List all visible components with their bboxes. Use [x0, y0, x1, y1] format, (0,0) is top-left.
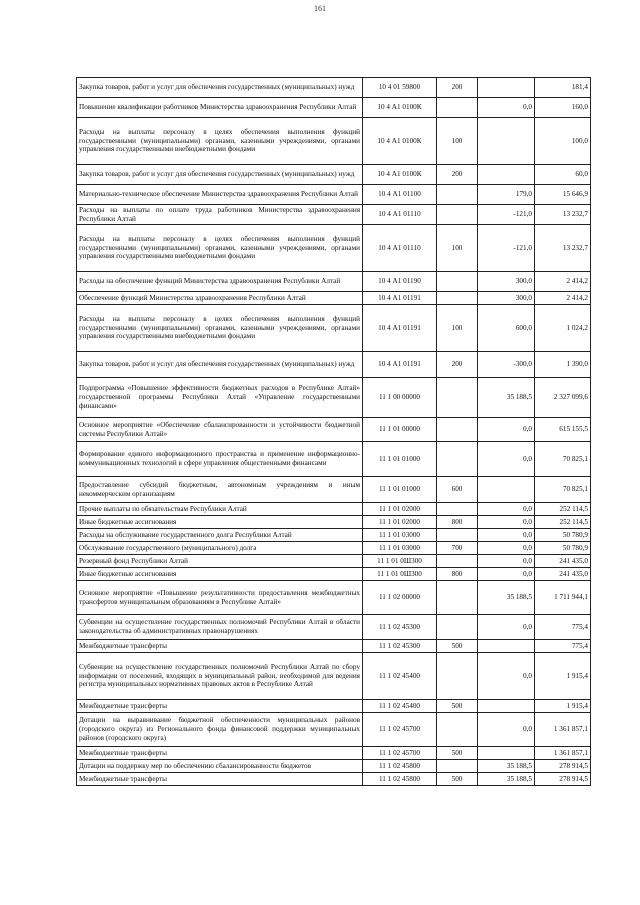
row-expense-type: 500	[437, 747, 478, 760]
row-change-amount: 0,0	[478, 418, 535, 442]
row-total-amount: 1 361 857,1	[535, 747, 591, 760]
row-code: 10 4 01 59800	[363, 78, 437, 98]
row-name: Основное мероприятие «Обеспечение сбалансированности и устойчивости бюджетной системы Республики Алтай»	[77, 418, 363, 442]
row-expense-type: 200	[437, 165, 478, 185]
row-total-amount: 181,4	[535, 78, 591, 98]
row-expense-type	[437, 581, 478, 615]
row-name: Обеспечение функций Министерства здравоохранения Республики Алтай	[77, 292, 363, 305]
table-row	[77, 516, 591, 529]
row-total-amount: 70 825,1	[535, 477, 591, 503]
row-code: 11 1 02 45300	[363, 640, 437, 653]
table-row	[77, 640, 591, 653]
row-code: 11 1 02 45300	[363, 615, 437, 640]
row-code: 11 1 02 45700	[363, 747, 437, 760]
row-expense-type	[437, 185, 478, 205]
row-code: 10 4 А1 01110	[363, 205, 437, 225]
row-name: Прочие выплаты по обязательствам Республики Алтай	[77, 503, 363, 516]
row-expense-type: 800	[437, 568, 478, 581]
row-name: Формирование единого информационного пространства и применение информационно-коммуникационных технологий в сфере управления общественными финансами	[77, 442, 363, 477]
row-change-amount	[478, 477, 535, 503]
row-total-amount: 615 155,5	[535, 418, 591, 442]
row-total-amount: 278 914,5	[535, 760, 591, 773]
row-name: Межбюджетные трансферты	[77, 640, 363, 653]
row-name: Расходы на выплаты персоналу в целях обеспечения выполнения функций государственными (муниципальными) органами, казенными учреждениями, органами управления государственными внебюджетными фондами	[77, 225, 363, 272]
row-change-amount: 35 188,5	[478, 378, 535, 418]
row-code: 10 4 А1 01190	[363, 272, 437, 292]
table-row	[77, 653, 591, 700]
row-total-amount: 13 232,7	[535, 205, 591, 225]
row-expense-type: 600	[437, 477, 478, 503]
row-change-amount: -121,0	[478, 205, 535, 225]
row-code: 10 4 А1 0100К	[363, 165, 437, 185]
row-total-amount: 775,4	[535, 615, 591, 640]
row-code: 11 1 02 45800	[363, 760, 437, 773]
row-expense-type	[437, 205, 478, 225]
table-row	[77, 78, 591, 98]
row-expense-type: 200	[437, 78, 478, 98]
budget-table	[76, 77, 591, 786]
row-name: Резервный фонд Республики Алтай	[77, 555, 363, 568]
row-total-amount: 2 414,2	[535, 272, 591, 292]
row-change-amount	[478, 78, 535, 98]
row-code: 10 4 А1 01110	[363, 225, 437, 272]
row-change-amount: 0,0	[478, 516, 535, 529]
row-expense-type	[437, 555, 478, 568]
row-code: 11 1 01 03000	[363, 542, 437, 555]
row-change-amount	[478, 165, 535, 185]
row-name: Закупка товаров, работ и услуг для обеспечения государственных (муниципальных) нужд	[77, 165, 363, 185]
table-row	[77, 713, 591, 747]
row-change-amount: 0,0	[478, 615, 535, 640]
row-change-amount: 0,0	[478, 542, 535, 555]
row-total-amount: 775,4	[535, 640, 591, 653]
table-row	[77, 352, 591, 378]
row-code: 11 1 01 00000	[363, 418, 437, 442]
table-row	[77, 185, 591, 205]
row-change-amount: 0,0	[478, 503, 535, 516]
row-name: Межбюджетные трансферты	[77, 700, 363, 713]
table-row	[77, 503, 591, 516]
row-total-amount: 252 114,5	[535, 503, 591, 516]
row-expense-type: 500	[437, 773, 478, 786]
row-name: Основное мероприятие «Повышение результативности предоставления межбюджетных трансфертов муниципальным образованиям в Республике Алтай»	[77, 581, 363, 615]
row-change-amount: 0,0	[478, 713, 535, 747]
row-code: 10 4 А1 01191	[363, 292, 437, 305]
row-code: 10 4 А1 01100	[363, 185, 437, 205]
row-change-amount: 179,0	[478, 185, 535, 205]
row-total-amount: 2 327 099,6	[535, 378, 591, 418]
table-row	[77, 760, 591, 773]
row-name: Закупка товаров, работ и услуг для обеспечения государственных (муниципальных) нужд	[77, 352, 363, 378]
row-change-amount: 300,0	[478, 272, 535, 292]
row-total-amount: 278 914,5	[535, 773, 591, 786]
row-change-amount: 300,0	[478, 292, 535, 305]
row-expense-type	[437, 653, 478, 700]
row-name: Субвенции на осуществление государственных полномочий Республики Алтай в области законодательства об административных правонарушениях	[77, 615, 363, 640]
table-row	[77, 442, 591, 477]
row-total-amount: 1 915,4	[535, 653, 591, 700]
row-expense-type	[437, 442, 478, 477]
row-name: Расходы на выплаты персоналу в целях обеспечения выполнения функций государственными (муниципальными) органами, казенными учреждениями, органами управления государственными внебюджетными фондами	[77, 305, 363, 352]
row-name: Предоставление субсидий бюджетным, автономным учреждениям и иным некоммерческим организациям	[77, 477, 363, 503]
row-code: 10 4 А1 01191	[363, 352, 437, 378]
row-expense-type	[437, 98, 478, 118]
row-expense-type: 100	[437, 225, 478, 272]
row-expense-type	[437, 418, 478, 442]
row-change-amount: 0,0	[478, 529, 535, 542]
row-name: Межбюджетные трансферты	[77, 747, 363, 760]
row-change-amount: 600,0	[478, 305, 535, 352]
row-name: Расходы на выплаты по оплате труда работников Министерства здравоохранения Республики Алтай	[77, 205, 363, 225]
row-total-amount: 2 414,2	[535, 292, 591, 305]
table-row	[77, 477, 591, 503]
row-name: Дотации на поддержку мер по обеспечению сбалансированности бюджетов	[77, 760, 363, 773]
row-code: 10 4 А1 0100К	[363, 118, 437, 165]
table-row	[77, 773, 591, 786]
row-name: Подпрограмма «Повышение эффективности бюджетных расходов в Республике Алтай» государственной программы Республики Алтай «Управление государственными финансами»	[77, 378, 363, 418]
row-expense-type: 700	[437, 542, 478, 555]
row-expense-type: 500	[437, 700, 478, 713]
table-row	[77, 118, 591, 165]
row-change-amount: 0,0	[478, 653, 535, 700]
row-total-amount: 15 646,9	[535, 185, 591, 205]
row-code: 11 1 02 45700	[363, 713, 437, 747]
row-code: 11 1 02 45400	[363, 653, 437, 700]
row-name: Обслуживание государственного (муниципального) долга	[77, 542, 363, 555]
row-code: 11 1 01 02000	[363, 516, 437, 529]
table-row	[77, 98, 591, 118]
row-name: Иные бюджетные ассигнования	[77, 568, 363, 581]
row-change-amount: 35 188,5	[478, 581, 535, 615]
row-code: 11 1 01 01000	[363, 477, 437, 503]
row-change-amount: 0,0	[478, 555, 535, 568]
row-change-amount: 0,0	[478, 568, 535, 581]
row-code: 11 1 02 45400	[363, 700, 437, 713]
row-change-amount	[478, 700, 535, 713]
table-row	[77, 418, 591, 442]
row-code: 11 1 02 45800	[363, 773, 437, 786]
row-total-amount: 50 780,9	[535, 542, 591, 555]
row-change-amount	[478, 118, 535, 165]
row-expense-type: 500	[437, 640, 478, 653]
row-code: 11 1 01 02000	[363, 503, 437, 516]
row-change-amount: 35 188,5	[478, 773, 535, 786]
row-total-amount: 1 711 944,1	[535, 581, 591, 615]
row-change-amount: 0,0	[478, 98, 535, 118]
row-total-amount: 50 780,9	[535, 529, 591, 542]
table-row	[77, 225, 591, 272]
row-code: 11 1 02 00000	[363, 581, 437, 615]
row-expense-type: 200	[437, 352, 478, 378]
row-code: 11 1 01 0Ш300	[363, 555, 437, 568]
table-row	[77, 581, 591, 615]
row-expense-type: 800	[437, 516, 478, 529]
row-change-amount: 0,0	[478, 442, 535, 477]
row-change-amount	[478, 640, 535, 653]
row-total-amount: 70 825,1	[535, 442, 591, 477]
page-number: 161	[314, 4, 326, 13]
table-row	[77, 555, 591, 568]
table-row	[77, 292, 591, 305]
row-name: Дотации на выравнивание бюджетной обеспеченности муниципальных районов (городского округа) из Регионального фонда финансовой поддержки муниципальных районов (городского округа)	[77, 713, 363, 747]
row-name: Субвенции на осуществление государственных полномочий Республики Алтай по сбору информации от поселений, входящих в муниципальный район, необходимой для ведения регистра муниципальных нормативных правовых актов в Республике Алтай	[77, 653, 363, 700]
row-change-amount: 35 188,5	[478, 760, 535, 773]
row-total-amount: 60,0	[535, 165, 591, 185]
row-expense-type	[437, 713, 478, 747]
row-name: Закупка товаров, работ и услуг для обеспечения государственных (муниципальных) нужд	[77, 78, 363, 98]
table-row	[77, 305, 591, 352]
table-row	[77, 700, 591, 713]
table-row	[77, 747, 591, 760]
table-row	[77, 529, 591, 542]
table-row	[77, 378, 591, 418]
table-row	[77, 542, 591, 555]
table-row	[77, 165, 591, 185]
row-expense-type	[437, 378, 478, 418]
row-name: Расходы на обеспечение функций Министерства здравоохранения Республики Алтай	[77, 272, 363, 292]
row-expense-type	[437, 529, 478, 542]
row-name: Иные бюджетные ассигнования	[77, 516, 363, 529]
row-total-amount: 1 390,0	[535, 352, 591, 378]
row-expense-type: 100	[437, 118, 478, 165]
row-expense-type	[437, 615, 478, 640]
row-change-amount: -121,0	[478, 225, 535, 272]
row-code: 11 1 01 03000	[363, 529, 437, 542]
row-code: 11 1 01 01000	[363, 442, 437, 477]
row-change-amount: -300,0	[478, 352, 535, 378]
row-total-amount: 241 435,0	[535, 568, 591, 581]
row-expense-type	[437, 292, 478, 305]
row-name: Расходы на обслуживание государственного долга Республики Алтай	[77, 529, 363, 542]
row-change-amount	[478, 747, 535, 760]
row-total-amount: 1 361 857,1	[535, 713, 591, 747]
row-expense-type	[437, 760, 478, 773]
row-total-amount: 252 114,5	[535, 516, 591, 529]
row-expense-type	[437, 272, 478, 292]
table-row	[77, 568, 591, 581]
row-code: 11 1 00 00000	[363, 378, 437, 418]
row-total-amount: 1 024,2	[535, 305, 591, 352]
row-name: Повышение квалификации работников Министерства здравоохранения Республики Алтай	[77, 98, 363, 118]
row-code: 10 4 А1 0100К	[363, 98, 437, 118]
row-code: 11 1 01 0Ш300	[363, 568, 437, 581]
table-row	[77, 615, 591, 640]
row-total-amount: 160,0	[535, 98, 591, 118]
row-expense-type: 100	[437, 305, 478, 352]
row-total-amount: 100,0	[535, 118, 591, 165]
row-code: 10 4 А1 01191	[363, 305, 437, 352]
row-expense-type	[437, 503, 478, 516]
table-row	[77, 205, 591, 225]
row-total-amount: 13 232,7	[535, 225, 591, 272]
row-name: Расходы на выплаты персоналу в целях обеспечения выполнения функций государственными (муниципальными) органами, казенными учреждениями, органами управления государственными внебюджетными фондами	[77, 118, 363, 165]
row-total-amount: 241 435,0	[535, 555, 591, 568]
row-name: Материально-техническое обеспечение Министерства здравоохранения Республики Алтай	[77, 185, 363, 205]
table-row	[77, 272, 591, 292]
row-name: Межбюджетные трансферты	[77, 773, 363, 786]
row-total-amount: 1 915,4	[535, 700, 591, 713]
